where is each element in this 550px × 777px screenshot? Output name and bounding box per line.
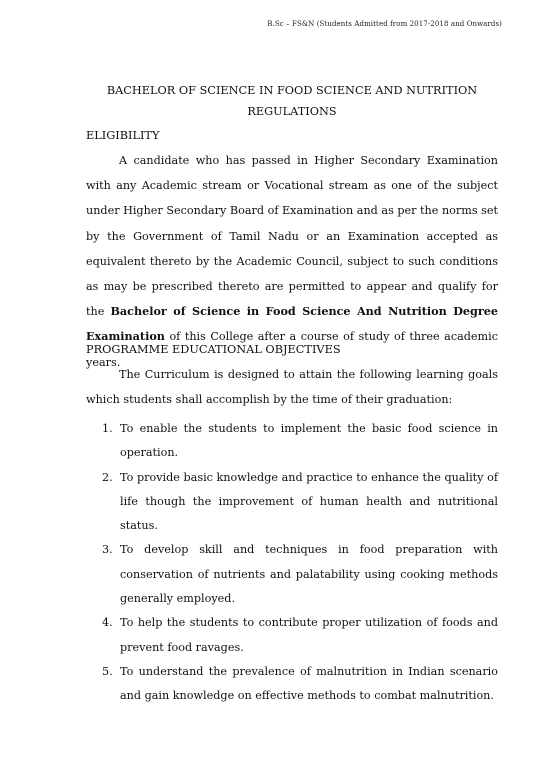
objective-text: To help the students to contribute proper utilization of foods and prevent food ravages. xyxy=(120,616,498,654)
objective-number: 5. xyxy=(102,664,113,678)
title-line-1: BACHELOR OF SCIENCE IN FOOD SCIENCE AND NUTRITION xyxy=(106,84,478,97)
objective-item xyxy=(86,660,498,709)
eligibility-heading: ELIGIBILITY xyxy=(86,129,160,142)
objective-number: 4. xyxy=(102,616,113,630)
degree-name: Bachelor of Science in Food Science And Nutrition Degree Examination xyxy=(86,304,498,344)
objective-number: 3. xyxy=(102,543,113,557)
objective-text: To provide basic knowledge and practice to enhance the quality of life though the improvement of human health and nutritional status. xyxy=(120,470,498,533)
title-line-2: REGULATIONS xyxy=(247,105,337,118)
objective-item xyxy=(86,538,498,611)
objective-item xyxy=(86,611,498,660)
objectives-heading: PROGRAMME EDUCATIONAL OBJECTIVES xyxy=(86,343,341,356)
document-title xyxy=(86,80,498,122)
eligibility-text-end: of this College after a course of study of three academic years. xyxy=(86,330,498,369)
objective-text: To enable the students to implement the basic food science in operation. xyxy=(120,422,498,460)
objectives-intro: The Curriculum is designed to attain the following learning goals which students shall accomplish by the time of their graduation: xyxy=(86,368,498,407)
objectives-list xyxy=(86,417,498,709)
objective-number: 2. xyxy=(102,470,113,484)
objective-text: To develop skill and techniques in food preparation with conservation of nutrients and palatability using cooking methods generally employed. xyxy=(120,543,498,606)
objective-number: 1. xyxy=(102,422,113,435)
objective-text: To understand the prevalence of malnutrition in Indian scenario and gain knowledge on effective methods to combat malnutrition. xyxy=(120,664,498,703)
eligibility-text-start: A candidate who has passed in Higher Secondary Examination with any Academic stream or Vocational stream as one of the subject under Higher Secondary Board of Examination and as per the norms set by the Government of Tamil Nadu or an Examination accepted as equivalent thereto by the Academic Council, subject to such conditions as may be prescribed thereto are permitted to appear and qualify for the xyxy=(86,154,498,319)
objective-item xyxy=(86,466,498,539)
objective-item xyxy=(86,417,498,466)
running-header: B.Sc – FS&N (Students Admitted from 2017-2018 and Onwards) xyxy=(267,20,502,28)
